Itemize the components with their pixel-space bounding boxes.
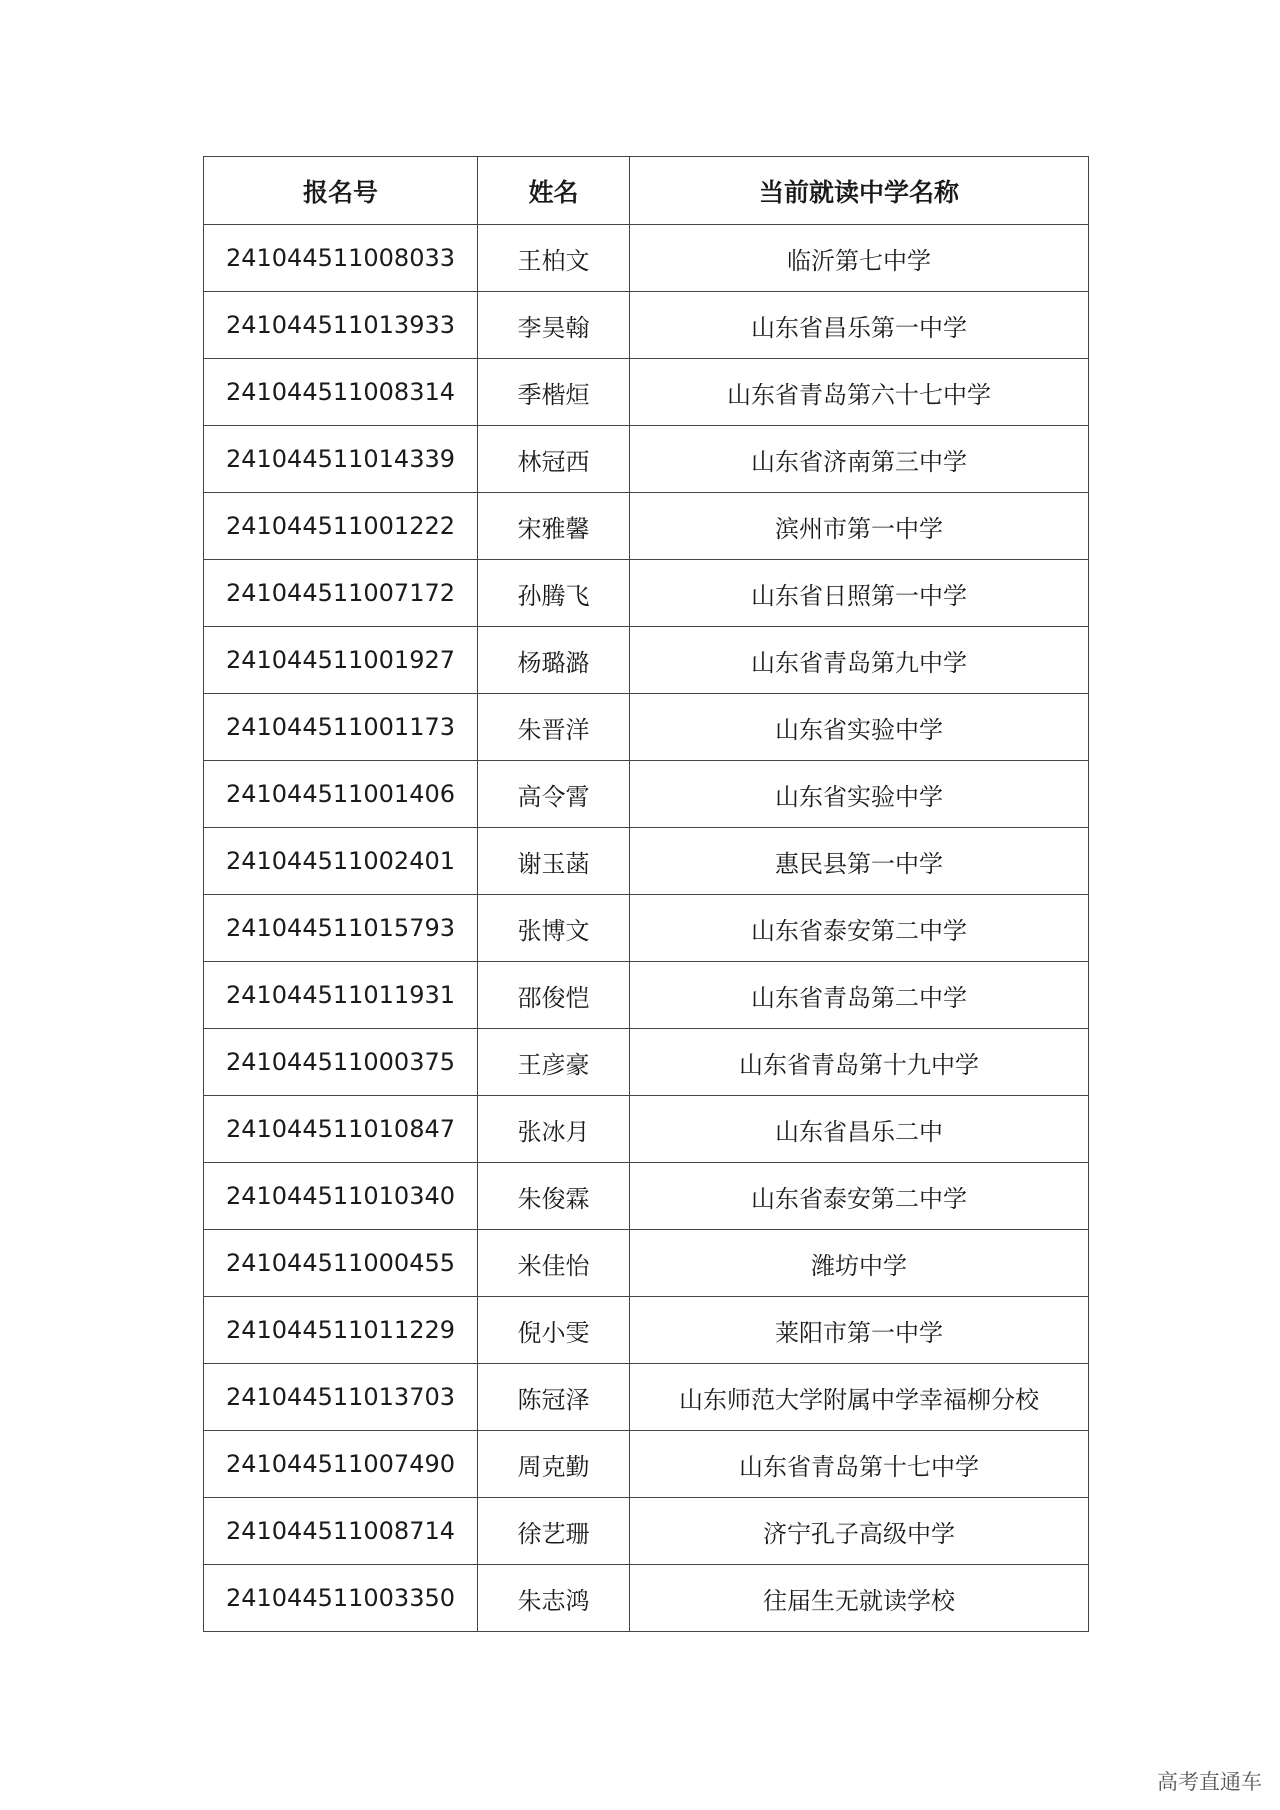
school-name-cell: 山东省日照第一中学 bbox=[630, 560, 1089, 627]
student-name-cell: 张博文 bbox=[478, 895, 630, 962]
student-name-cell: 倪小雯 bbox=[478, 1297, 630, 1364]
student-name-cell: 高令霄 bbox=[478, 761, 630, 828]
school-name-cell: 往届生无就读学校 bbox=[630, 1565, 1089, 1632]
table-row bbox=[204, 828, 1089, 895]
school-name-cell: 山东省青岛第六十七中学 bbox=[630, 359, 1089, 426]
table-row bbox=[204, 627, 1089, 694]
roster-sheet bbox=[203, 156, 1088, 1632]
table-row bbox=[204, 895, 1089, 962]
school-name-cell: 惠民县第一中学 bbox=[630, 828, 1089, 895]
table-row bbox=[204, 1297, 1089, 1364]
student-name-cell: 谢玉菡 bbox=[478, 828, 630, 895]
watermark-text: 高考直通车 bbox=[1157, 1770, 1262, 1794]
registration-number-cell: 241044511001222 bbox=[204, 493, 478, 560]
header-name: 姓名 bbox=[478, 157, 630, 225]
table-row bbox=[204, 1163, 1089, 1230]
registration-number-cell: 241044511002401 bbox=[204, 828, 478, 895]
table-row bbox=[204, 560, 1089, 627]
table-row bbox=[204, 1230, 1089, 1297]
student-name-cell: 林冠西 bbox=[478, 426, 630, 493]
student-name-cell: 邵俊恺 bbox=[478, 962, 630, 1029]
school-name-cell: 山东省青岛第九中学 bbox=[630, 627, 1089, 694]
registration-number-cell: 241044511008714 bbox=[204, 1498, 478, 1565]
admission-roster-table bbox=[203, 156, 1089, 1632]
school-name-cell: 山东省青岛第二中学 bbox=[630, 962, 1089, 1029]
registration-number-cell: 241044511010847 bbox=[204, 1096, 478, 1163]
registration-number-cell: 241044511015793 bbox=[204, 895, 478, 962]
registration-number-cell: 241044511014339 bbox=[204, 426, 478, 493]
school-name-cell: 莱阳市第一中学 bbox=[630, 1297, 1089, 1364]
header-school-name: 当前就读中学名称 bbox=[630, 157, 1089, 225]
student-name-cell: 季楷烜 bbox=[478, 359, 630, 426]
table-row bbox=[204, 426, 1089, 493]
registration-number-cell: 241044511000375 bbox=[204, 1029, 478, 1096]
school-name-cell: 山东省泰安第二中学 bbox=[630, 895, 1089, 962]
registration-number-cell: 241044511013933 bbox=[204, 292, 478, 359]
table-row bbox=[204, 1096, 1089, 1163]
student-name-cell: 杨璐潞 bbox=[478, 627, 630, 694]
table-row bbox=[204, 1029, 1089, 1096]
table-row bbox=[204, 1565, 1089, 1632]
student-name-cell: 王柏文 bbox=[478, 225, 630, 292]
student-name-cell: 朱志鸿 bbox=[478, 1565, 630, 1632]
table-row bbox=[204, 962, 1089, 1029]
registration-number-cell: 241044511008314 bbox=[204, 359, 478, 426]
registration-number-cell: 241044511007172 bbox=[204, 560, 478, 627]
table-row bbox=[204, 1498, 1089, 1565]
school-name-cell: 山东省实验中学 bbox=[630, 761, 1089, 828]
registration-number-cell: 241044511011931 bbox=[204, 962, 478, 1029]
student-name-cell: 孙腾飞 bbox=[478, 560, 630, 627]
registration-number-cell: 241044511013703 bbox=[204, 1364, 478, 1431]
table-row bbox=[204, 225, 1089, 292]
school-name-cell: 潍坊中学 bbox=[630, 1230, 1089, 1297]
school-name-cell: 山东省昌乐第一中学 bbox=[630, 292, 1089, 359]
registration-number-cell: 241044511010340 bbox=[204, 1163, 478, 1230]
student-name-cell: 米佳怡 bbox=[478, 1230, 630, 1297]
table-row bbox=[204, 694, 1089, 761]
student-name-cell: 宋雅馨 bbox=[478, 493, 630, 560]
student-name-cell: 陈冠泽 bbox=[478, 1364, 630, 1431]
header-registration-number: 报名号 bbox=[204, 157, 478, 225]
registration-number-cell: 241044511000455 bbox=[204, 1230, 478, 1297]
table-header-row bbox=[204, 157, 1089, 225]
student-name-cell: 朱俊霖 bbox=[478, 1163, 630, 1230]
table-row bbox=[204, 292, 1089, 359]
table-row bbox=[204, 493, 1089, 560]
student-name-cell: 徐艺珊 bbox=[478, 1498, 630, 1565]
school-name-cell: 山东省济南第三中学 bbox=[630, 426, 1089, 493]
registration-number-cell: 241044511011229 bbox=[204, 1297, 478, 1364]
registration-number-cell: 241044511008033 bbox=[204, 225, 478, 292]
registration-number-cell: 241044511001173 bbox=[204, 694, 478, 761]
school-name-cell: 山东省泰安第二中学 bbox=[630, 1163, 1089, 1230]
table-row bbox=[204, 761, 1089, 828]
student-name-cell: 王彦豪 bbox=[478, 1029, 630, 1096]
table-row bbox=[204, 1364, 1089, 1431]
student-name-cell: 周克勤 bbox=[478, 1431, 630, 1498]
student-name-cell: 朱晋洋 bbox=[478, 694, 630, 761]
school-name-cell: 临沂第七中学 bbox=[630, 225, 1089, 292]
school-name-cell: 山东省实验中学 bbox=[630, 694, 1089, 761]
registration-number-cell: 241044511007490 bbox=[204, 1431, 478, 1498]
school-name-cell: 山东省青岛第十九中学 bbox=[630, 1029, 1089, 1096]
school-name-cell: 济宁孔子高级中学 bbox=[630, 1498, 1089, 1565]
school-name-cell: 山东省青岛第十七中学 bbox=[630, 1431, 1089, 1498]
student-name-cell: 张冰月 bbox=[478, 1096, 630, 1163]
school-name-cell: 山东师范大学附属中学幸福柳分校 bbox=[630, 1364, 1089, 1431]
school-name-cell: 山东省昌乐二中 bbox=[630, 1096, 1089, 1163]
table-row bbox=[204, 359, 1089, 426]
registration-number-cell: 241044511001927 bbox=[204, 627, 478, 694]
registration-number-cell: 241044511003350 bbox=[204, 1565, 478, 1632]
table-row bbox=[204, 1431, 1089, 1498]
registration-number-cell: 241044511001406 bbox=[204, 761, 478, 828]
student-name-cell: 李昊翰 bbox=[478, 292, 630, 359]
school-name-cell: 滨州市第一中学 bbox=[630, 493, 1089, 560]
